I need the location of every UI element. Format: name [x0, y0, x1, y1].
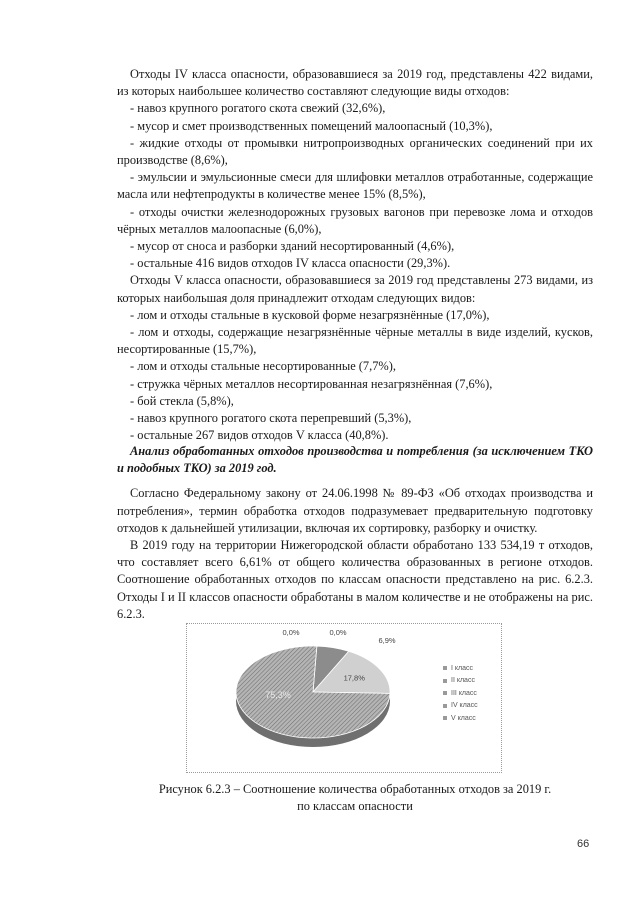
list-item: - мусор от сноса и разборки зданий несортированный (4,6%), — [130, 239, 455, 254]
text-block-waste-classes — [117, 66, 593, 444]
pie-data-label: 6,9% — [378, 636, 396, 645]
legend-label: V класс — [451, 714, 476, 722]
figure-caption-line-1: Рисунок 6.2.3 – Соотношение количества обработанных отходов за 2019 г. — [158, 782, 552, 796]
section-heading: Анализ обработанных отходов производства и потребления (за исключением ТКО и подобных ТКО) за 2019 год. — [117, 444, 593, 476]
list-item: - навоз крупного рогатого скота перепревший (5,3%), — [130, 411, 412, 426]
legend-swatch — [443, 679, 447, 683]
page-number: 66 — [577, 838, 590, 850]
legend-swatch — [443, 716, 447, 720]
list-item: - бой стекла (5,8%), — [130, 393, 234, 408]
paragraph-law: Согласно Федеральному закону от 24.06.1998 № 89-ФЗ «Об отходах производства и потребления», термин обработка отходов подразумевает предварительную подготовку отходов к дальнейшей утилизации, включая их сортировку, разборку и очистку. — [117, 486, 593, 535]
paragraph-class-v-intro: Отходы V класса опасности, образовавшиеся за 2019 год представлены 273 видами, из которых наибольшая доля принадлежит отходам следующих видов: — [117, 273, 593, 305]
legend-swatch — [443, 691, 447, 695]
pie-data-label: 75,3% — [265, 690, 291, 700]
list-item: - жидкие отходы от промывки нитропроизводных органических соединений при их производстве (8,6%), — [117, 135, 593, 168]
chart-legend — [443, 662, 478, 725]
figure-caption-line-2: по классам опасности — [297, 799, 413, 813]
paragraph-class-iv-intro: Отходы IV класса опасности, образовавшиеся за 2019 год, представлены 422 видами, из которых наибольшее количество составляют следующие виды отходов: — [117, 67, 593, 99]
legend-label: IV класс — [451, 702, 478, 710]
legend-item — [443, 700, 478, 713]
legend-swatch — [443, 704, 447, 708]
legend-item — [443, 675, 478, 688]
list-item: - мусор и смет производственных помещений малоопасный (10,3%), — [130, 118, 493, 133]
list-item: - лом и отходы стальные в кусковой форме незагрязнённые (17,0%), — [130, 307, 490, 322]
legend-item — [443, 687, 478, 700]
list-item: - остальные 267 видов отходов V класса (40,8%). — [130, 428, 389, 443]
list-item: - эмульсии и эмульсионные смеси для шлифовки металлов отработанные, содержащие масла или нефтепродукты в количестве менее 15% (8,5%), — [117, 170, 593, 202]
list-item: - остальные 416 видов отходов IV класса опасности (29,3%). — [130, 256, 451, 271]
list-item: - лом и отходы стальные несортированные (7,7%), — [130, 359, 396, 374]
figure-pie-chart — [186, 623, 502, 773]
paragraph-2019: В 2019 году на территории Нижегородской области обработано 133 534,19 т отходов, что составляет всего 6,61% от общего количества образованных в регионе отходов. Соотношение обработанных отходов по классам опасности представлено на рис. 6.2.3. Отходы I и II классов опасности обработаны в малом количестве и не отображены на рис. 6.2.3. — [117, 538, 593, 621]
list-item: - отходы очистки железнодорожных грузовых вагонов при перевозке лома и отходов чёрных металлов малоопасные (6,0%), — [117, 204, 593, 236]
legend-item — [443, 662, 478, 675]
legend-item — [443, 712, 478, 725]
pie-data-label: 0,0% — [282, 628, 300, 637]
legend-label: I класс — [451, 664, 474, 672]
list-item: - стружка чёрных металлов несортированная незагрязнённая (7,6%), — [130, 376, 493, 391]
text-block-analysis — [117, 443, 593, 623]
pie-data-label: 0,0% — [329, 628, 347, 637]
legend-swatch — [443, 666, 447, 670]
legend-label: II класс — [451, 677, 475, 685]
list-item: - лом и отходы, содержащие незагрязнённые чёрные металлы в виде изделий, кусков, несортированные (15,7%), — [117, 325, 593, 357]
legend-label: III класс — [451, 689, 477, 697]
list-item: - навоз крупного рогатого скота свежий (32,6%), — [130, 101, 386, 116]
pie-data-label: 17,8% — [343, 673, 365, 683]
